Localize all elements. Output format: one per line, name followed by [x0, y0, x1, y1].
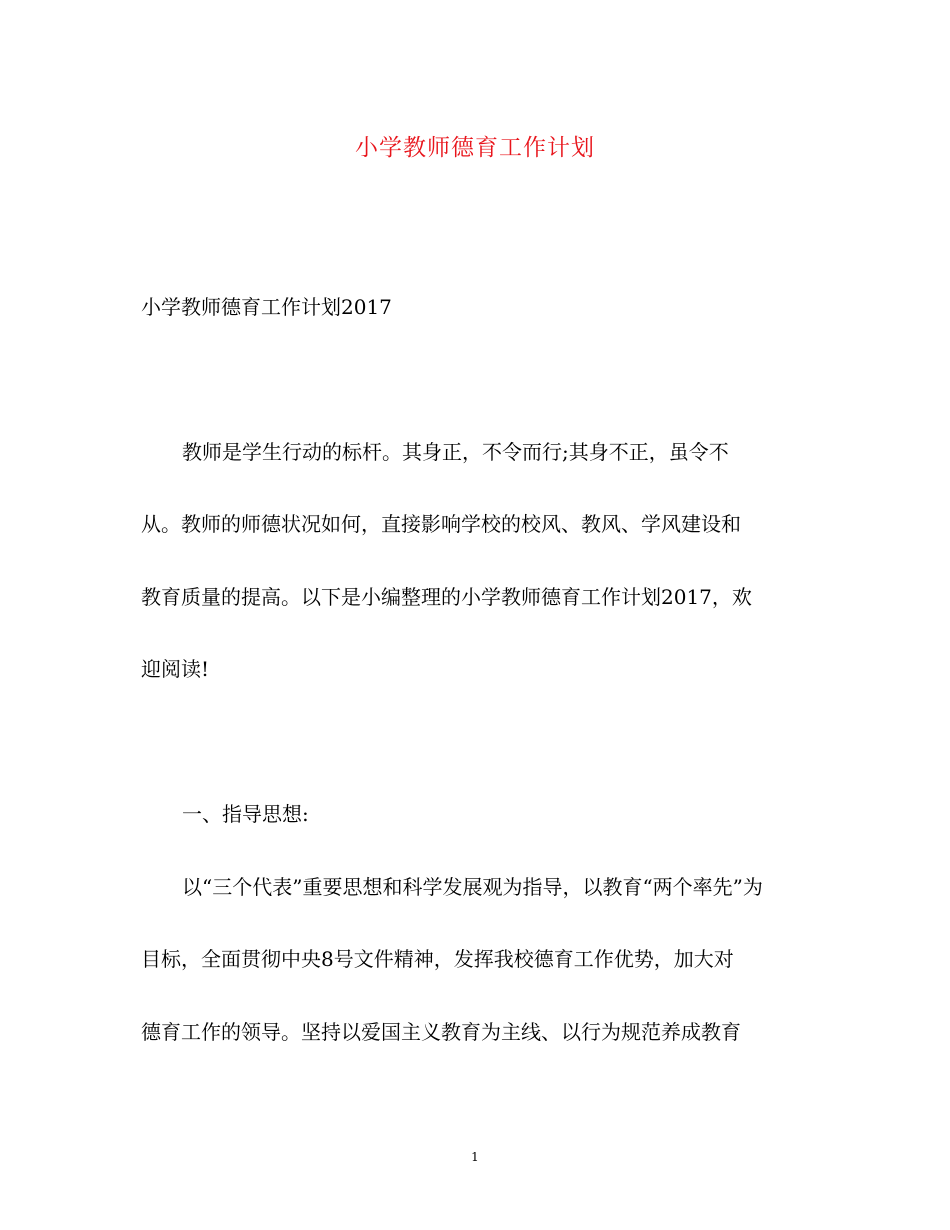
page-number: 1 — [471, 1150, 479, 1164]
section-paragraph-line: 以“三个代表”重要思想和科学发展观为指导，以教育“两个率先”为 — [182, 875, 763, 899]
section-paragraph-line: 德育工作的领导。坚持以爱国主义教育为主线、以行为规范养成教育 — [141, 1020, 741, 1044]
intro-paragraph-line: 教师是学生行动的标杆。其身正，不令而行;其身不正，虽令不 — [182, 440, 729, 464]
page-title: 小学教师德育工作计划 — [355, 135, 595, 161]
intro-paragraph-line: 迎阅读! — [141, 657, 210, 681]
section-heading: 一、指导思想: — [182, 802, 309, 826]
intro-paragraph-line: 从。教师的师德状况如何，直接影响学校的校风、教风、学风建设和 — [141, 512, 741, 536]
section-paragraph-line: 目标，全面贯彻中央8号文件精神，发挥我校德育工作优势，加大对 — [141, 947, 734, 971]
intro-paragraph-line: 教育质量的提高。以下是小编整理的小学教师德育工作计划2017，欢 — [141, 585, 752, 609]
document-subtitle: 小学教师德育工作计划2017 — [141, 295, 392, 319]
